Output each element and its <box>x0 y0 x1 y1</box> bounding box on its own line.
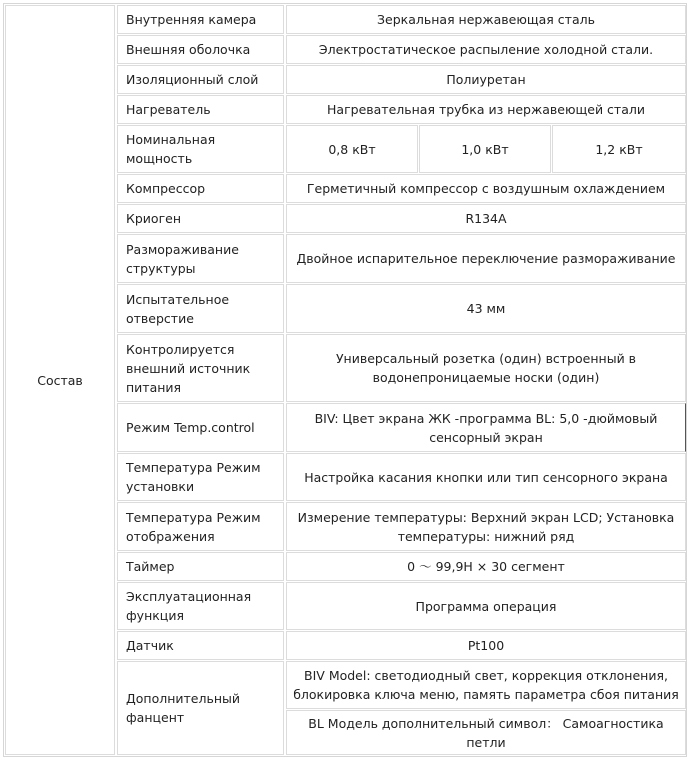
row-value: Настройка касания кнопки или тип сенсорного экрана <box>286 453 686 501</box>
row-value: Электростатическое распыление холодной стали. <box>286 35 686 64</box>
row-value: 0,8 кВт <box>286 125 418 173</box>
group-cell: Состав <box>5 5 115 755</box>
row-value: 43 мм <box>286 284 686 333</box>
row-value: Герметичный компрессор с воздушным охлаждением <box>286 174 686 203</box>
row-value: Универсальный розетка (один) встроенный в водонепроницаемые носки (один) <box>286 334 686 402</box>
row-value: Измерение температуры: Верхний экран LCD; Установка температуры: нижний ряд <box>286 502 686 551</box>
row-label: Температура Режим отображения <box>117 502 284 551</box>
row-value: Полиуретан <box>286 65 686 94</box>
row-label: Эксплуатационная функция <box>117 582 284 630</box>
row-value: Двойное испарительное переключение размораживание <box>286 234 686 283</box>
row-label: Датчик <box>117 631 284 660</box>
row-value: 0 ～ 99,9H × 30 сегмент <box>286 552 686 581</box>
row-label: Номинальная мощность <box>117 125 284 173</box>
row-value: BL Модель дополнительный символ： Самоагностика петли <box>286 710 686 755</box>
row-value: Зеркальная нержавеющая сталь <box>286 5 686 34</box>
row-label: Таймер <box>117 552 284 581</box>
row-label: Температура Режим установки <box>117 453 284 501</box>
row-label: Криоген <box>117 204 284 233</box>
row-label: Режим Temp.control <box>117 403 284 452</box>
row-label: Контролируется внешний источник питания <box>117 334 284 402</box>
row-label: Дополнительный фанцент <box>117 661 284 755</box>
row-value: R134A <box>286 204 686 233</box>
row-label: Нагреватель <box>117 95 284 124</box>
row-value: Pt100 <box>286 631 686 660</box>
row-value: 1,0 кВт <box>419 125 551 173</box>
row-label: Компрессор <box>117 174 284 203</box>
row-value: BIV Model: светодиодный свет, коррекция отклонения, блокировка ключа меню, память параметра сбоя питания <box>286 661 686 709</box>
row-label: Внешняя оболочка <box>117 35 284 64</box>
row-label: Изоляционный слой <box>117 65 284 94</box>
row-value: Нагревательная трубка из нержавеющей стали <box>286 95 686 124</box>
row-value: Программа операция <box>286 582 686 630</box>
row-label: Размораживание структуры <box>117 234 284 283</box>
row-label: Испытательное отверстие <box>117 284 284 333</box>
row-value: BIV: Цвет экрана ЖК -программа BL: 5,0 -дюймовый сенсорный экран <box>286 403 686 452</box>
row-value: 1,2 кВт <box>552 125 686 173</box>
row-label: Внутренняя камера <box>117 5 284 34</box>
